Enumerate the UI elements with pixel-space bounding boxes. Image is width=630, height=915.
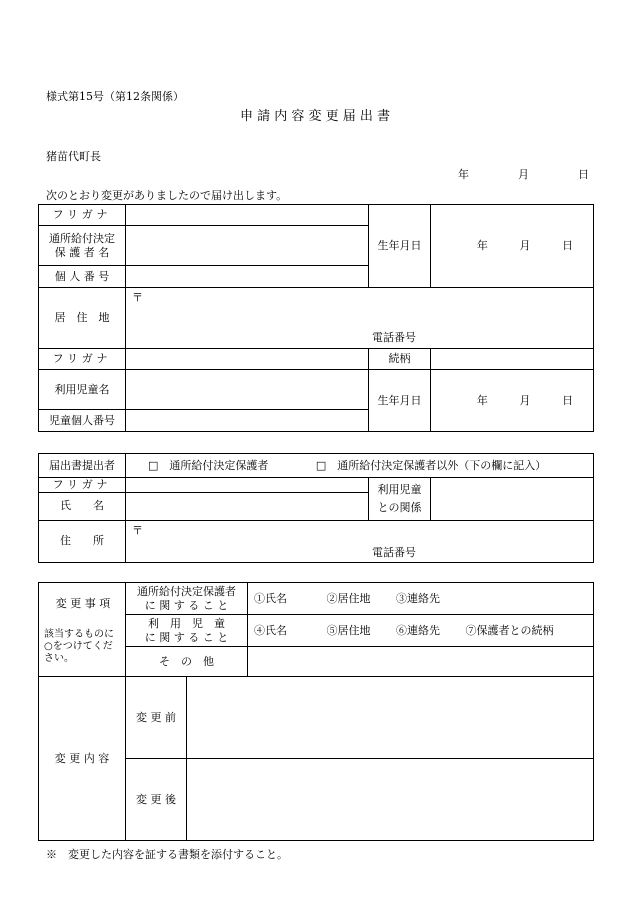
child-birthdate-field[interactable]	[431, 370, 594, 432]
date-month-label: 月	[518, 168, 529, 181]
addressee: 猪苗代町長	[46, 150, 101, 163]
submitter-option-other[interactable]: □ 通所給付決定保護者以外（下の欄に記入）	[315, 458, 547, 472]
after-label: 変 更 後	[126, 759, 187, 841]
intro-text: 次のとおり変更がありましたので届け出します。	[46, 189, 288, 202]
submitter-name-field[interactable]	[126, 492, 369, 520]
submitter-postal-mark: 〒	[132, 523, 143, 537]
form-number: 様式第15号（第12条関係）	[46, 90, 184, 103]
guardian-birthdate-label: 生年月日	[369, 205, 431, 288]
personal-number-field[interactable]	[126, 266, 369, 288]
guardian-name-field[interactable]	[126, 226, 369, 266]
submitter-phone-label: 電話番号	[372, 545, 416, 559]
child-related-line1: 利 用 児 童	[148, 616, 225, 630]
submitter-option-guardian[interactable]: □ 通所給付決定保護者	[148, 458, 269, 472]
guardian-name-label-line1: 通所給付決定	[49, 231, 115, 245]
guardian-related-line1: 通所給付決定保護者	[137, 584, 236, 598]
date-day-label: 日	[578, 168, 589, 181]
child-furigana-field[interactable]	[126, 349, 369, 370]
guardian-change-options	[248, 583, 594, 615]
relation-field[interactable]	[431, 349, 594, 370]
submitter-relation-field[interactable]	[431, 478, 594, 521]
month-label: 月	[519, 239, 531, 253]
change-content-label: 変 更 内 容	[39, 677, 126, 841]
footer-note: ※ 変更した内容を証する書類を添付すること。	[46, 848, 288, 861]
submitter-table	[38, 453, 594, 563]
guardian-furigana-field[interactable]	[126, 205, 369, 226]
before-field[interactable]	[187, 677, 594, 759]
submitter-address-label: 住 所	[39, 520, 126, 562]
child-option-address[interactable]: ⑤居住地	[326, 623, 371, 637]
change-items-note: 該当するものに○をつけてください。	[44, 628, 114, 664]
furigana-label: フリガナ	[39, 205, 126, 226]
page-title: 申 請 内 容 変 更 届 出 書	[239, 109, 391, 124]
guardian-related-label	[126, 583, 248, 615]
submitter-name-label: 氏 名	[39, 492, 126, 520]
guardian-option-address[interactable]: ②居住地	[326, 591, 371, 605]
child-option-name[interactable]: ④氏名	[254, 623, 287, 637]
child-change-options	[248, 615, 594, 647]
guardian-related-line2: に 関 す る こ と	[144, 598, 229, 612]
personal-number-label: 個 人 番 号	[39, 266, 126, 288]
guardian-name-label-line2: 保 護 者 名	[54, 245, 110, 259]
child-birthdate-label: 生年月日	[369, 370, 431, 432]
submitter-address-field[interactable]	[126, 520, 594, 562]
change-table	[38, 582, 594, 841]
guardian-option-name[interactable]: ①氏名	[254, 591, 287, 605]
month-label: 月	[519, 393, 531, 407]
submitter-options	[126, 454, 594, 478]
guardian-name-label	[39, 226, 126, 266]
child-furigana-label: フリガナ	[39, 349, 126, 370]
submitter-label: 届出書提出者	[39, 454, 126, 478]
phone-label: 電話番号	[372, 331, 416, 344]
child-option-contact[interactable]: ⑥連絡先	[396, 623, 440, 637]
child-personal-number-field[interactable]	[126, 410, 369, 432]
submitter-furigana-label: フリガナ	[39, 478, 126, 493]
other-field[interactable]	[248, 647, 594, 677]
child-related-line2: に 関 す る こ と	[144, 630, 229, 644]
child-personal-number-label: 児童個人番号	[39, 410, 126, 432]
child-name-field[interactable]	[126, 370, 369, 410]
day-label: 日	[562, 393, 574, 407]
guardian-birthdate-field[interactable]	[431, 205, 594, 288]
day-label: 日	[562, 239, 574, 253]
child-name-label: 利用児童名	[39, 370, 126, 410]
relation-label: 続柄	[369, 349, 431, 370]
date-year-label: 年	[458, 168, 469, 181]
submitter-relation-line2: との関係	[377, 500, 422, 514]
postal-mark: 〒	[132, 291, 143, 304]
year-label: 年	[476, 393, 488, 407]
before-label: 変 更 前	[126, 677, 187, 759]
applicant-table	[38, 204, 594, 432]
submitter-relation-line1: 利用児童	[377, 483, 422, 497]
address-label: 居 住 地	[39, 288, 126, 349]
address-field[interactable]	[126, 288, 594, 349]
submitter-relation-label	[369, 478, 431, 521]
year-label: 年	[476, 239, 488, 253]
child-related-label	[126, 615, 248, 647]
change-items-label: 変 更 事 項	[55, 597, 111, 610]
after-field[interactable]	[187, 759, 594, 841]
submitter-furigana-field[interactable]	[126, 478, 369, 493]
other-label: そ の 他	[126, 647, 248, 677]
guardian-option-contact[interactable]: ③連絡先	[396, 591, 440, 605]
change-items-cell	[39, 583, 126, 677]
child-option-relationship[interactable]: ⑦保護者との続柄	[465, 623, 554, 637]
